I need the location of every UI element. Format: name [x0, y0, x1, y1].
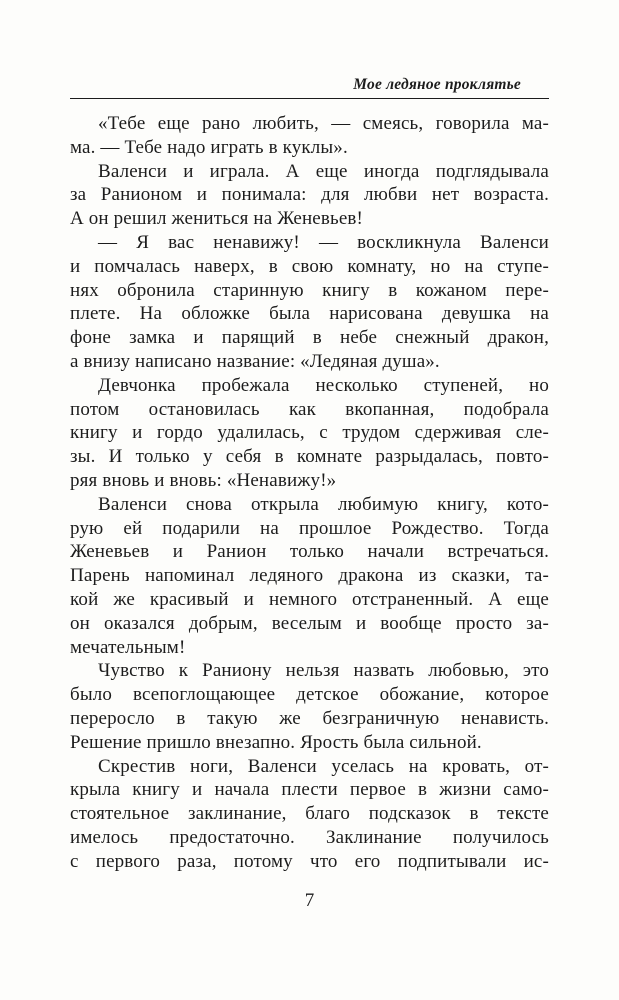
- text-line: стоятельное заклинание, благо подсказок в тексте: [70, 803, 549, 825]
- text-line: нях обронила старинную книгу в кожаном пере-: [70, 279, 549, 301]
- text-line: Скрестив ноги, Валенси уселась на кровать, от-: [98, 755, 549, 777]
- text-line: было всепоглощающее детское обожание, которое: [70, 684, 549, 706]
- paragraph: [70, 231, 549, 374]
- running-title: Мое ледяное проклятье: [353, 76, 521, 93]
- page-number: 7: [304, 890, 315, 911]
- text-line: зы. И только у себя в комнате разрыдалась, повто-: [70, 446, 549, 468]
- paragraph: [70, 659, 549, 754]
- text-line: с первого раза, потому что его подпитывали ис-: [70, 850, 549, 872]
- text-line: а внизу написано название: «Ледяная душа».: [70, 350, 440, 372]
- text-line: ма. — Тебе надо играть в куклы».: [70, 136, 348, 158]
- text-line: «Тебе еще рано любить, — смеясь, говорила ма-: [98, 113, 549, 134]
- running-head: [70, 76, 549, 99]
- paragraph: [70, 755, 549, 874]
- text-line: кой же красивый и немного отстраненный. А еще: [70, 588, 549, 610]
- paragraph: [70, 160, 549, 231]
- text-line: крыла книгу и начала плести первое в жизни само-: [70, 779, 549, 801]
- text-line: рую ей подарили на прошлое Рождество. Тогда: [70, 517, 549, 539]
- text-line: фоне замка и парящий в небе снежный дракон,: [70, 327, 549, 349]
- text-line: Девчонка пробежала несколько ступеней, но: [98, 374, 549, 396]
- text-line: переросло в такую же безграничную ненависть.: [70, 707, 549, 729]
- paragraph: [70, 112, 549, 160]
- header-rule: [70, 98, 549, 99]
- text-line: Чувство к Раниону нельзя назвать любовью, это: [98, 660, 549, 682]
- text-line: Валенси снова открыла любимую книгу, кото-: [98, 493, 549, 515]
- text-line: ряя вновь и вновь: «Ненавижу!»: [70, 469, 337, 491]
- text-line: за Ранионом и понимала: для любви нет возраста.: [70, 184, 549, 206]
- text-line: — Я вас ненавижу! — воскликнула Валенси: [98, 231, 549, 253]
- text-line: Женевьев и Ранион только начали встречаться.: [70, 541, 549, 563]
- text-line: потом остановилась как вкопанная, подобрала: [70, 398, 549, 420]
- text-line: книгу и гордо удалилась, с трудом сдерживая сле-: [70, 422, 549, 444]
- text-line: и помчалась наверх, в свою комнату, но на ступе-: [70, 255, 549, 277]
- text-line: плете. На обложке была нарисована девушка на: [70, 303, 549, 325]
- text-line: А он решил жениться на Женевьев!: [70, 208, 364, 230]
- paragraph: [70, 374, 549, 493]
- text-line: Решение пришло внезапно. Ярость была сильной.: [70, 731, 482, 753]
- paragraph: [70, 493, 549, 660]
- text-line: Парень напоминал ледяного дракона из сказки, та-: [70, 565, 549, 587]
- text-block: [70, 112, 549, 874]
- text-line: он оказался добрым, веселым и вообще просто за-: [70, 612, 549, 634]
- text-line: Валенси и играла. А еще иногда подглядывала: [98, 160, 549, 182]
- text-line: мечательным!: [70, 636, 186, 658]
- text-line: имелось предостаточно. Заклинание получилось: [70, 826, 549, 848]
